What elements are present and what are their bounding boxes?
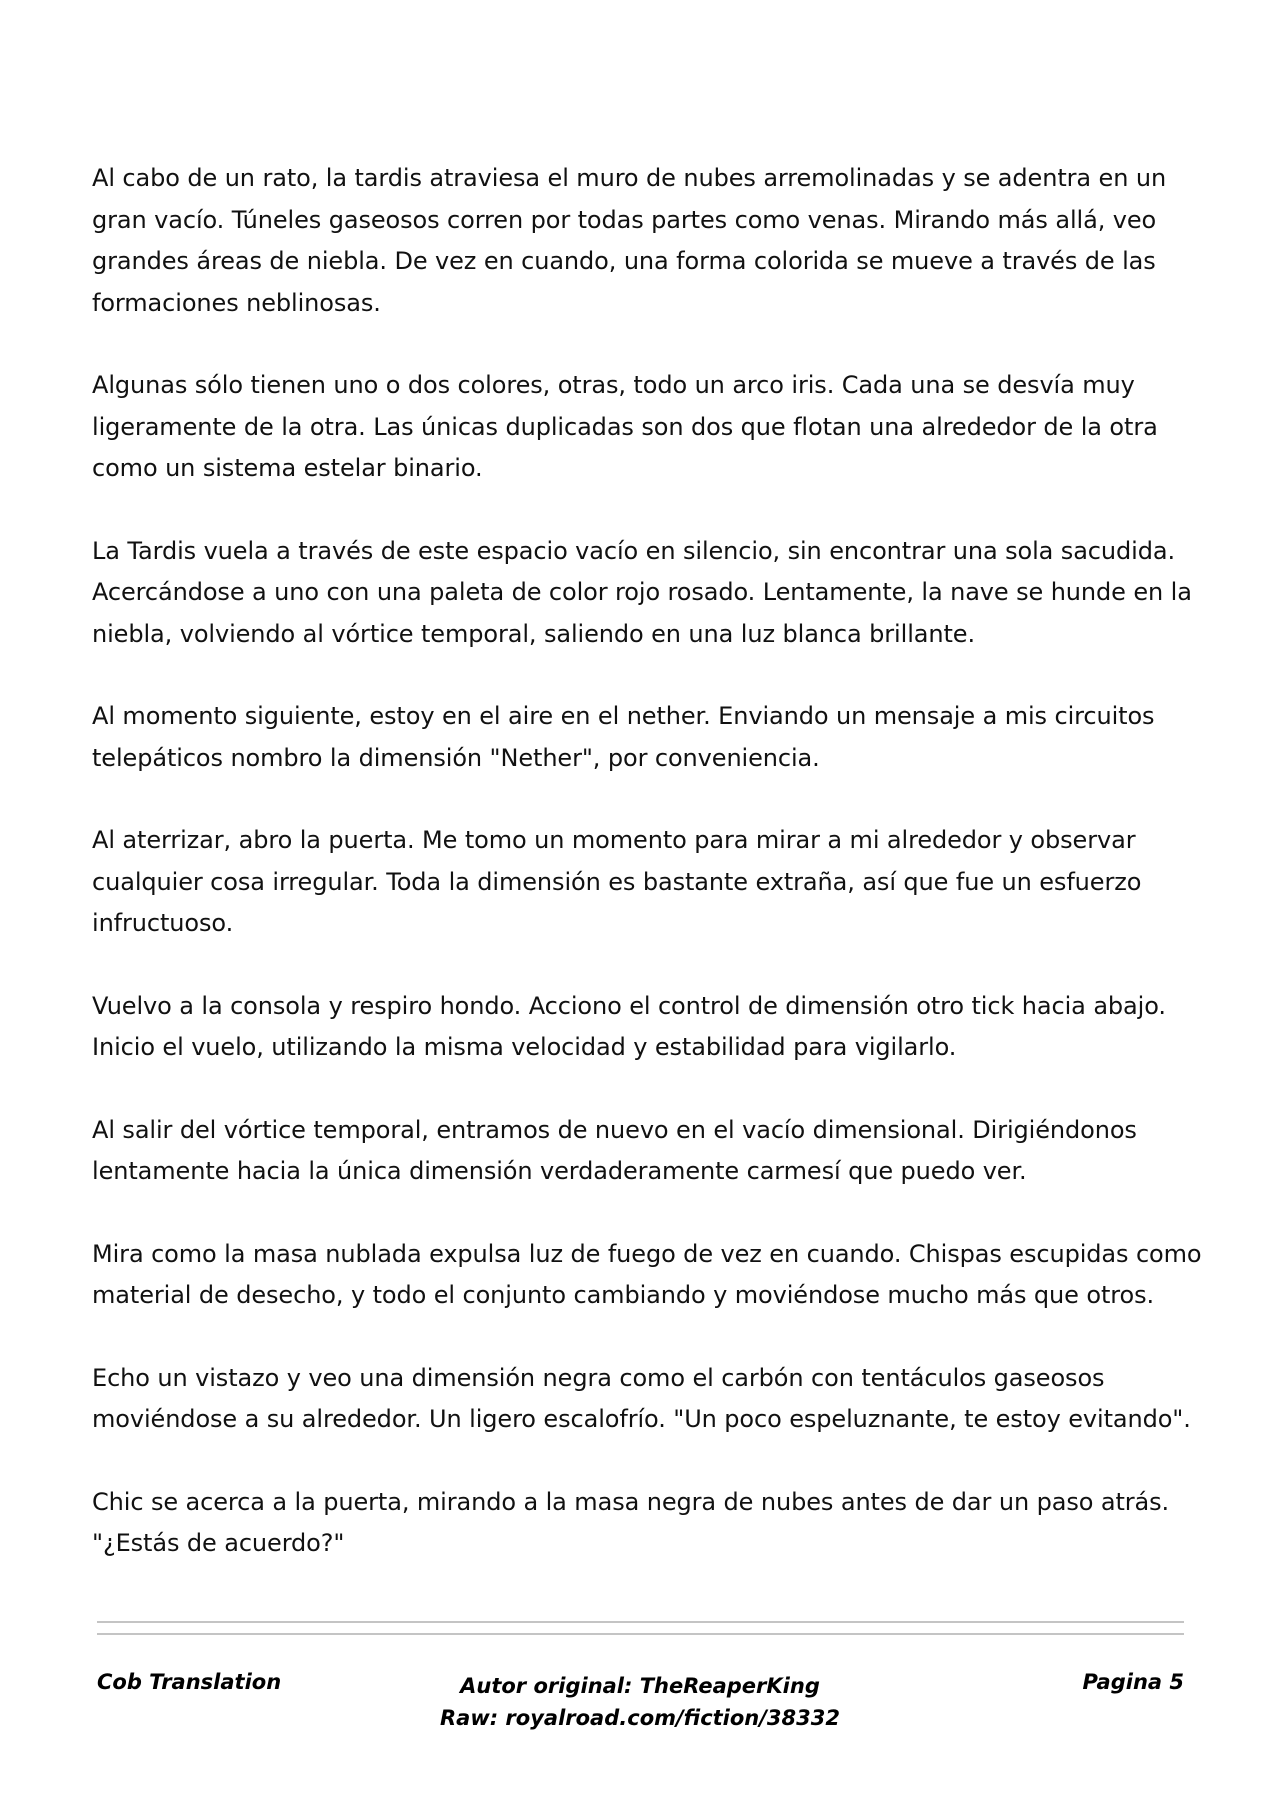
paragraph: Al cabo de un rato, la tardis atraviesa el muro de nubes arremolinadas y se adentra en un gran vacío. Túneles gaseosos corren por todas partes como venas. Mirando más allá, veo grandes áreas de niebla. De vez en cuando, una forma colorida se mueve a través de las formaciones neblinosas. <box>92 164 1167 317</box>
page-body <box>92 158 1202 1606</box>
paragraph: Mira como la masa nublada expulsa luz de fuego de vez en cuando. Chispas escupidas como material de desecho, y todo el conjunto cambiando y moviéndose mucho más que otros. <box>92 1239 1202 1309</box>
paragraph: Echo un vistazo y veo una dimensión negra como el carbón con tentáculos gaseosos moviéndose a su alrededor. Un ligero escalofrío. "Un poco espeluznante, te estoy evitando". <box>92 1363 1191 1433</box>
paragraph: Algunas sólo tienen uno o dos colores, otras, todo un arco iris. Cada una se desvía muy ligeramente de la otra. Las únicas duplicadas son dos que flotan una alrededor de la otra como un sistema estelar binario. <box>92 371 1158 482</box>
footer-raw-source: Raw: royalroad.com/fiction/38332 <box>439 1706 840 1730</box>
paragraph: La Tardis vuela a través de este espacio vacío en silencio, sin encontrar una sola sacudida. Acercándose a uno con una paleta de color rojo rosado. Lentamente, la nave se hunde en la niebla, volviendo al vórtice temporal, saliendo en una luz blanca brillante. <box>92 536 1192 648</box>
paragraph: Al momento siguiente, estoy en el aire en el nether. Enviando un mensaje a mis circuitos telepáticos nombro la dimensión "Nether", por conveniencia. <box>92 702 1155 772</box>
paragraph: Al aterrizar, abro la puerta. Me tomo un momento para mirar a mi alrededor y observar cualquier cosa irregular. Toda la dimensión es bastante extraña, así que fue un esfuerzo infructuoso. <box>92 826 1142 937</box>
footer-translator: Cob Translation <box>97 1670 282 1694</box>
footer-author: Autor original: TheReaperKing <box>460 1674 820 1698</box>
paragraph: Al salir del vórtice temporal, entramos de nuevo en el vacío dimensional. Dirigiéndonos lentamente hacia la única dimensión verdaderamente carmesí que puedo ver. <box>92 1115 1137 1185</box>
footer-page-number: Pagina 5 <box>1082 1670 1184 1694</box>
footer-divider-bottom <box>97 1633 1184 1635</box>
footer-divider-top <box>97 1621 1184 1623</box>
paragraph: Vuelvo a la consola y respiro hondo. Acciono el control de dimensión otro tick hacia abajo. Inicio el vuelo, utilizando la misma velocidad y estabilidad para vigilarlo. <box>92 991 1166 1061</box>
paragraph: Chic se acerca a la puerta, mirando a la masa negra de nubes antes de dar un paso atrás. "¿Estás de acuerdo?" <box>92 1487 1170 1557</box>
